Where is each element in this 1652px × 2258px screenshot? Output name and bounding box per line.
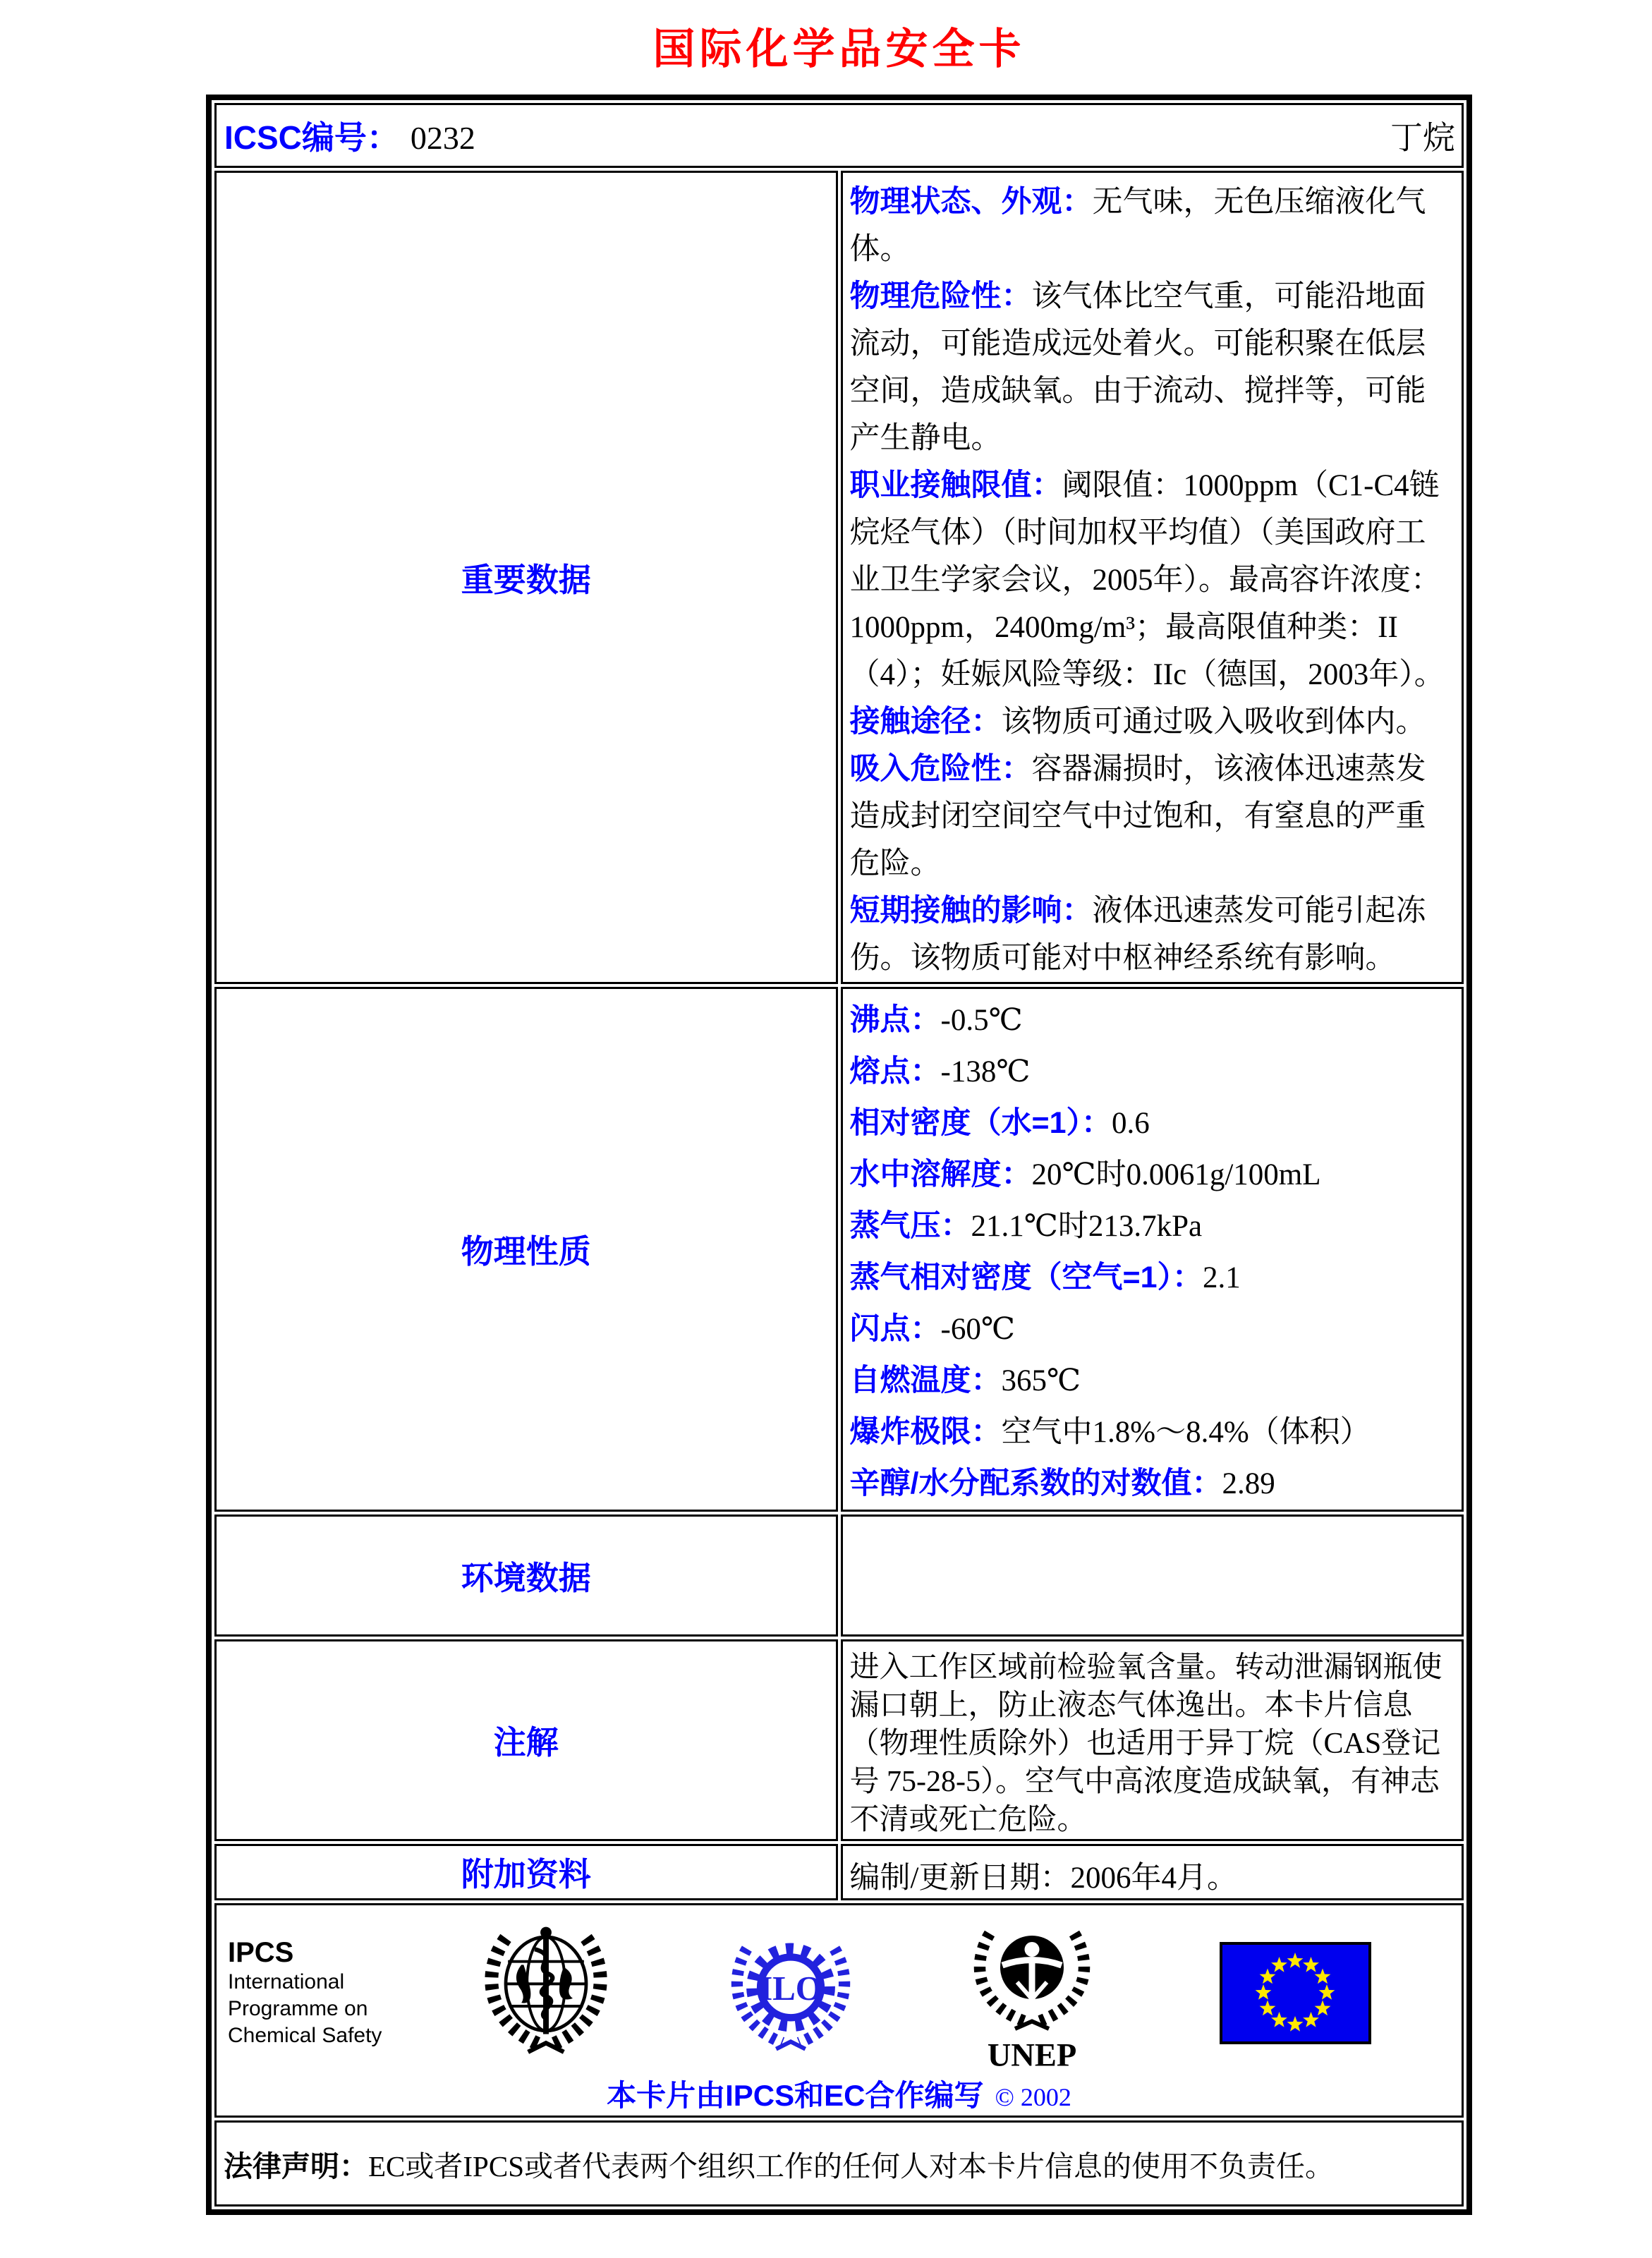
field-value: 液体迅速蒸发可能引起冻伤。该物质可能对中枢神经系统有影响。 <box>849 894 1426 975</box>
environmental-data-label-cell <box>214 1515 838 1637</box>
notes-label-cell <box>214 1639 838 1841</box>
icsc-card-page <box>0 16 1652 2258</box>
section-label-physical-properties: 物理性质 <box>461 1233 591 1270</box>
field-value: 空气中1.8%～8.4%（体积） <box>1001 1416 1371 1449</box>
ilo-letters: ILO <box>759 1968 822 2008</box>
additional-info-row <box>214 1844 1464 1900</box>
physical-property-item <box>850 1098 1451 1149</box>
icsc-number-group <box>224 112 475 159</box>
ipcs-line: International <box>228 1969 345 1993</box>
field-label: 接触途径： <box>849 705 1002 739</box>
physical-property-item <box>850 995 1451 1046</box>
field-value: 2.1 <box>1203 1261 1241 1294</box>
field-value: 无气味，无色压缩液化气体。 <box>849 186 1426 266</box>
physical-property-item <box>850 1149 1451 1201</box>
important-data-item <box>850 273 1451 462</box>
important-data-item <box>850 887 1451 982</box>
field-value: 20℃时0.0061g/100mL <box>1031 1158 1321 1191</box>
physical-property-item <box>850 1201 1451 1252</box>
card-caption: 本卡片由IPCS和EC合作编写 <box>607 2079 984 2112</box>
section-label-additional-info: 附加资料 <box>461 1856 591 1893</box>
field-value: 阈限值：1000ppm（C1-C4链烷烃气体）（时间加权平均值）（美国政府工业卫生学家会议，2005年）。最高容许浓度：1000ppm，2400mg/m³；最高限值种类：II（4）；妊娠风险等级：IIc（德国，2003年）。 <box>849 469 1445 691</box>
field-label: 辛醇/水分配系数的对数值： <box>849 1467 1222 1500</box>
unep-label: UNEP <box>987 2037 1077 2071</box>
field-value: 该气体比空气重，可能沿地面流动，可能造成远处着火。可能积聚在低层空间，造成缺氧。由于流动、搅拌等，可能产生静电。 <box>849 280 1426 455</box>
icsc-number-label: ICSC编号： <box>224 119 399 156</box>
environmental-data-row <box>214 1515 1464 1637</box>
field-label: 闪点： <box>849 1312 941 1346</box>
field-label: 蒸气相对密度（空气=1）： <box>849 1261 1203 1294</box>
legal-cell <box>214 2120 1464 2207</box>
field-value: -138℃ <box>940 1055 1031 1088</box>
field-label: 职业接触限值： <box>849 468 1062 502</box>
page-title: 国际化学品安全卡 <box>652 25 1026 73</box>
physical-properties-content-cell <box>841 987 1464 1512</box>
field-label: 蒸气压： <box>849 1209 971 1243</box>
safety-card-table <box>206 95 1472 2215</box>
additional-info-content-cell <box>841 1844 1464 1900</box>
important-data-content-cell <box>841 171 1464 984</box>
physical-property-item <box>850 1304 1451 1355</box>
logos-row <box>214 1903 1464 2118</box>
physical-property-item <box>850 1355 1451 1407</box>
important-data-item <box>850 746 1451 887</box>
notes-row <box>214 1639 1464 1841</box>
field-label: 爆炸极限： <box>849 1415 1002 1449</box>
notes-content-cell <box>841 1639 1464 1841</box>
field-value: 21.1℃时213.7kPa <box>971 1210 1203 1243</box>
important-data-row <box>214 171 1464 984</box>
field-label: 物理状态、外观： <box>849 185 1093 219</box>
legal-text: EC或者IPCS或者代表两个组织工作的任何人对本卡片信息的使用不负责任。 <box>368 2149 1334 2183</box>
physical-property-item <box>850 1046 1451 1098</box>
additional-info-label-cell <box>214 1844 838 1900</box>
physical-property-item <box>850 1252 1451 1304</box>
notes-text: 进入工作区域前检验氧含量。转动泄漏钢瓶使漏口朝上，防止液态气体逸出。本卡片信息（物理性质除外）也适用于异丁烷（CAS登记号 75-28-5）。空气中高浓度造成缺氧，有神志不清或死亡危险。 <box>849 1651 1443 1836</box>
field-label: 沸点： <box>849 1003 941 1037</box>
field-label: 相对密度（水=1）： <box>849 1106 1112 1140</box>
header-row <box>214 103 1464 168</box>
ipcs-line: Chemical Safety <box>228 2023 382 2047</box>
important-data-label-cell <box>214 171 838 984</box>
ipcs-text-block <box>228 1937 404 2049</box>
legal-row <box>214 2120 1464 2207</box>
physical-properties-label-cell <box>214 987 838 1512</box>
physical-properties-row <box>214 987 1464 1512</box>
card-caption-line <box>217 2072 1461 2115</box>
field-value: 365℃ <box>1001 1364 1081 1397</box>
ipcs-line: Programme on <box>228 1996 368 2020</box>
field-label: 熔点： <box>849 1055 941 1088</box>
section-label-environmental-data: 环境数据 <box>461 1559 591 1596</box>
ipcs-name: IPCS <box>228 1936 294 1968</box>
unep-emblem-icon <box>968 1914 1095 2071</box>
physical-property-item <box>850 1458 1451 1510</box>
ilo-emblem-icon <box>727 1928 854 2058</box>
field-value: 2.89 <box>1222 1467 1275 1500</box>
physical-property-item <box>850 1407 1451 1458</box>
logos-cell <box>214 1903 1464 2118</box>
field-value: 0.6 <box>1112 1107 1150 1140</box>
field-value: 该物质可通过吸入吸收到体内。 <box>1001 705 1426 739</box>
field-value: -0.5℃ <box>940 1004 1023 1037</box>
who-emblem-icon <box>479 1922 613 2063</box>
important-data-item <box>850 698 1451 746</box>
header-cell <box>214 103 1464 168</box>
field-label: 物理危险性： <box>849 279 1032 313</box>
section-label-important-data: 重要数据 <box>461 561 591 598</box>
field-value: -60℃ <box>940 1313 1015 1346</box>
important-data-item <box>850 178 1451 273</box>
field-label: 短期接触的影响： <box>849 894 1093 928</box>
additional-info-text: 编制/更新日期：2006年4月。 <box>849 1861 1237 1895</box>
field-value: 容器漏损时，该液体迅速蒸发造成封闭空间空气中过饱和，有窒息的严重危险。 <box>849 753 1426 880</box>
section-label-notes: 注解 <box>493 1724 559 1761</box>
eu-flag-icon <box>1220 1942 1371 2044</box>
icsc-number-value: 0232 <box>410 120 475 156</box>
important-data-item <box>850 462 1451 698</box>
field-label: 自燃温度： <box>849 1364 1002 1397</box>
field-label: 水中溶解度： <box>849 1158 1032 1191</box>
legal-label: 法律声明： <box>224 2149 368 2183</box>
environmental-data-content-cell <box>841 1515 1464 1637</box>
field-label: 吸入危险性： <box>849 752 1032 786</box>
copyright: © 2002 <box>995 2083 1071 2111</box>
chemical-name: 丁烷 <box>1390 120 1455 156</box>
